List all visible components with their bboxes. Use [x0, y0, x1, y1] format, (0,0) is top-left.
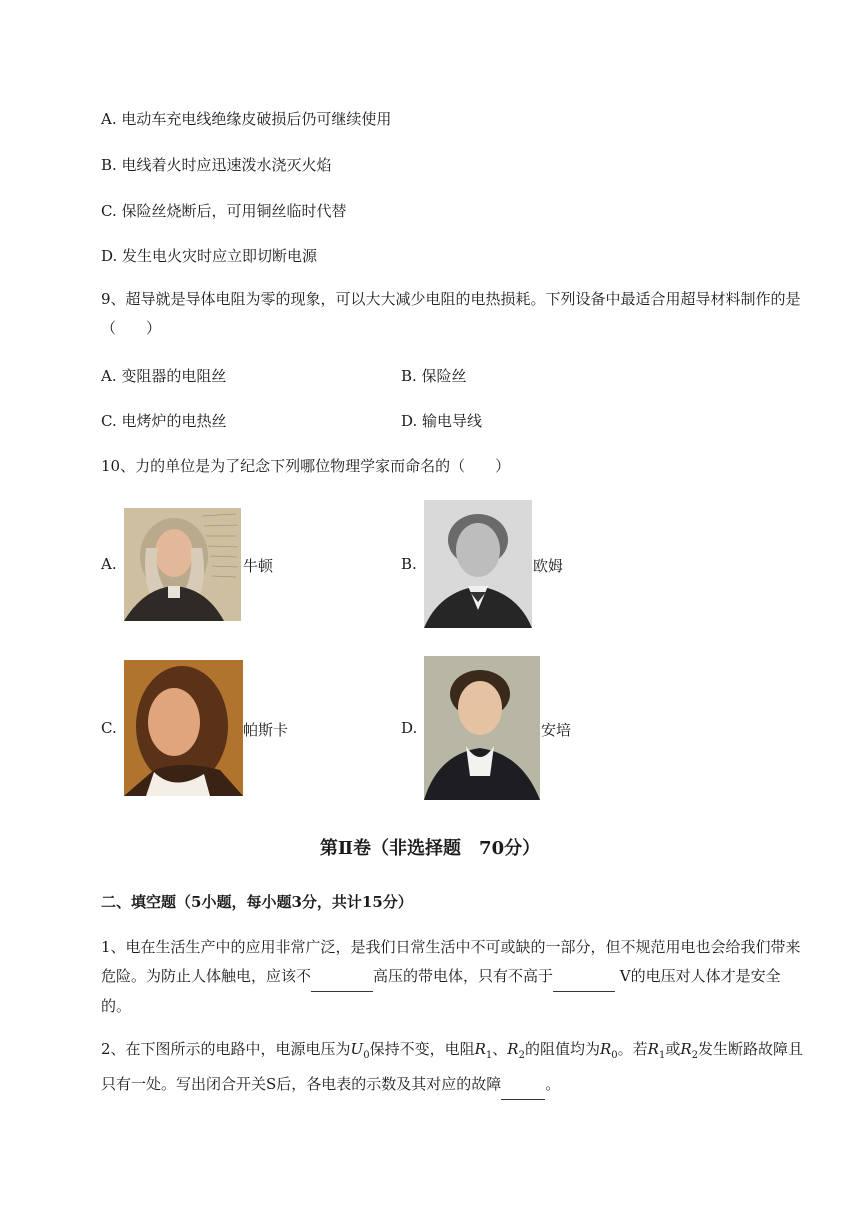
- symbol-r0: R: [599, 1040, 612, 1058]
- answer-blank-1[interactable]: [311, 962, 373, 992]
- q8-option-a: A. 电动车充电线绝缘皮破损后仍可继续使用: [101, 110, 392, 128]
- fill2-text-7: 。: [545, 1075, 561, 1093]
- symbol-r1-sub: 1: [485, 1050, 493, 1061]
- q10-option-b-name: 欧姆: [533, 557, 564, 575]
- symbol-r2: R: [507, 1040, 519, 1058]
- symbol-r2-again-sub: 2: [691, 1050, 699, 1061]
- q8-option-c: C. 保险丝烧断后，可用铜丝临时代替: [101, 202, 347, 220]
- symbol-r2-again: R: [680, 1040, 692, 1058]
- ampere-portrait-image: [424, 656, 540, 800]
- answer-blank-3[interactable]: [501, 1070, 545, 1100]
- fill-question-2: [101, 1035, 806, 1100]
- q10-option-c-name: 帕斯卡: [243, 721, 289, 739]
- q10-option-a-name: 牛顿: [243, 557, 274, 575]
- q9-option-c: C. 电烤炉的电热丝: [101, 412, 227, 430]
- newton-portrait-image: [124, 508, 241, 621]
- q9-stem: 9、超导就是导体电阻为零的现象，可以大大减少电阻的电热损耗。下列设备中最适合用超导材料制作的是（ ）: [101, 290, 801, 337]
- symbol-r1-again: R: [647, 1040, 659, 1058]
- q10-option-d-label: D.: [401, 719, 418, 737]
- q10-option-b-label: B.: [401, 555, 417, 573]
- section-title: 第Ⅱ卷（非选择题 70分）: [319, 838, 541, 859]
- q9-option-a: A. 变阻器的电阻丝: [101, 367, 227, 385]
- pascal-portrait-image: [124, 660, 243, 796]
- symbol-r0-sub: 0: [611, 1050, 618, 1061]
- fill2-text-1: 2、在下图所示的电路中，电源电压为: [101, 1040, 351, 1058]
- q9-option-b: B. 保险丝: [401, 367, 467, 385]
- fill2-text-3: 的阻值均为: [524, 1040, 600, 1058]
- q10-option-a-label: A.: [101, 555, 117, 573]
- q8-option-b: B. 电线着火时应迅速泼水浇灭火焰: [101, 156, 332, 174]
- ohm-portrait-image: [424, 500, 532, 628]
- q10-option-c-label: C.: [101, 719, 117, 737]
- symbol-r2-sub: 2: [518, 1050, 525, 1061]
- q8-option-d: D. 发生电火灾时应立即切断电源: [101, 247, 318, 265]
- fill2-separator: 、: [492, 1040, 508, 1058]
- symbol-r1: R: [474, 1040, 486, 1058]
- fill1-text-3: V的电压对人体才是安全的。: [101, 967, 781, 1015]
- fill1-text-1: 1、电在生活生产中的应用非常广泛，是我们日常生活中不可或缺的一部分，但不规范用电也会给我们带来危险。为防止人体触电，应该不: [101, 938, 801, 985]
- fill2-text-5: 或: [665, 1040, 681, 1058]
- fill2-text-6: 发生断路故障且只有一处。写出闭合开关S后，各电表的示数及其对应的故障: [101, 1040, 804, 1093]
- symbol-u0: U: [350, 1040, 364, 1058]
- symbol-u0-sub: 0: [363, 1050, 370, 1061]
- fill-question-1: [101, 933, 806, 1021]
- fill2-text-2: 保持不变，电阻: [369, 1040, 475, 1058]
- answer-blank-2[interactable]: [553, 962, 615, 992]
- symbol-r1-again-sub: 1: [658, 1050, 666, 1061]
- section-heading: 二、填空题（5小题，每小题3分，共计15分）: [101, 893, 413, 911]
- q10-option-d-name: 安培: [541, 721, 572, 739]
- fill1-text-2: 高压的带电体，只有不高于: [373, 967, 554, 985]
- q9-option-d: D. 输电导线: [401, 412, 483, 430]
- q10-stem: 10、力的单位是为了纪念下列哪位物理学家而命名的（ ）: [101, 457, 511, 475]
- fill2-text-4: 。若: [617, 1040, 648, 1058]
